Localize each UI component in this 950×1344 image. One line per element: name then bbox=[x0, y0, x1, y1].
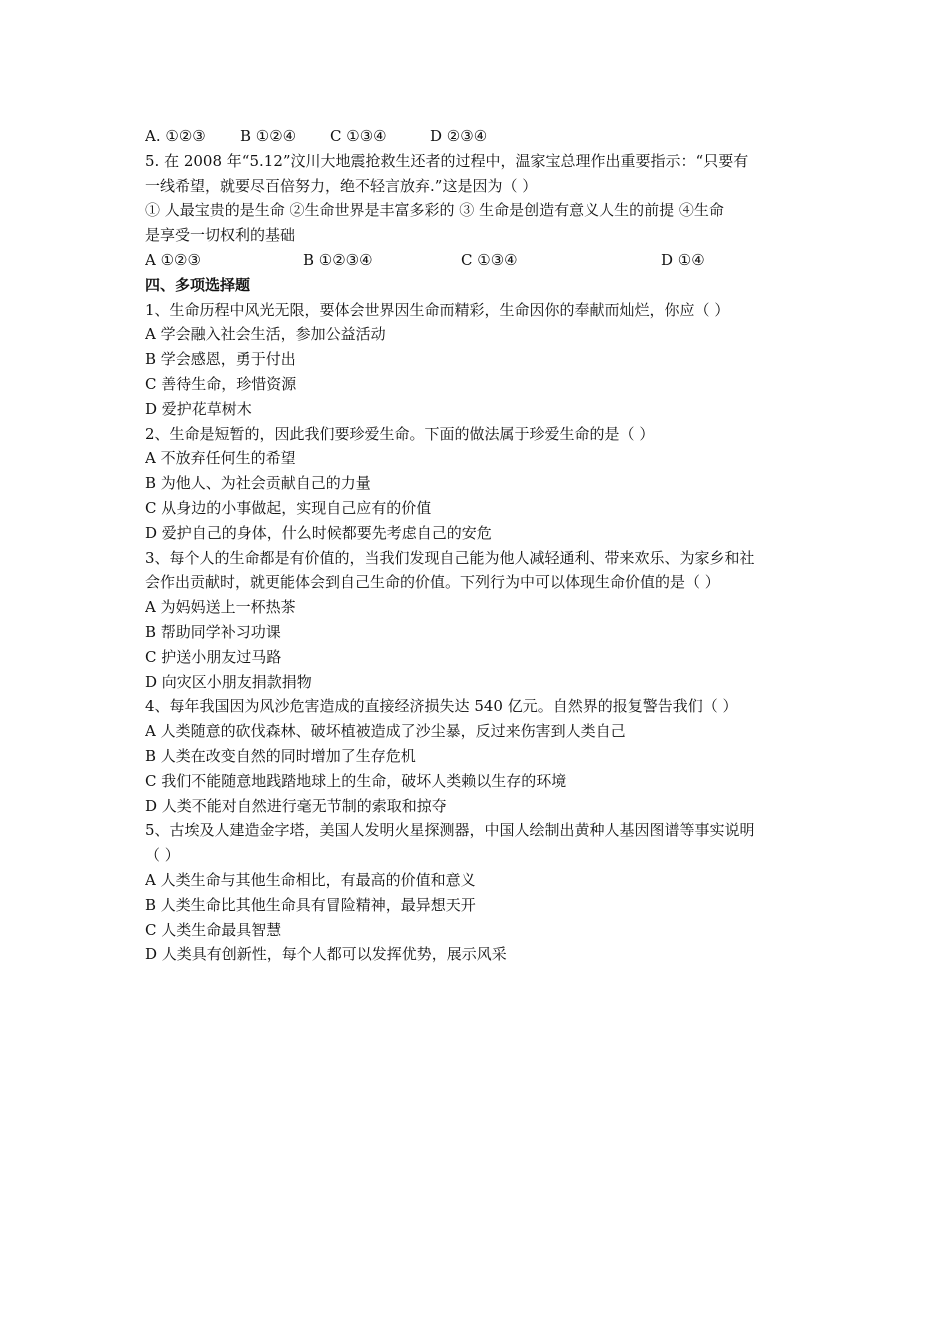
section-title: 四、多项选择题 bbox=[145, 275, 251, 294]
mq1-option-c: C 善待生命，珍惜资源 bbox=[145, 374, 297, 393]
mq4-option-a: A 人类随意的砍伐森林、破坏植被造成了沙尘暴，反过来伤害到人类自己 bbox=[145, 722, 626, 741]
mq2-option-d: D 爱护自己的身体，什么时候都要先考虑自己的安危 bbox=[145, 523, 492, 542]
q5-option-c: C ①③④ bbox=[461, 250, 518, 269]
mq3-option-d: D 向灾区小朋友捐款捐物 bbox=[145, 672, 312, 691]
mq3-stem-line-2: 会作出贡献时，就更能体会到自己生命的价值。下列行为中可以体现生命价值的是（ ） bbox=[145, 573, 720, 592]
q5-option-b: B ①②③④ bbox=[303, 250, 373, 269]
mq3-stem-line-1: 3、每个人的生命都是有价值的，当我们发现自己能为他人减轻通利、带来欢乐、为家乡和社 bbox=[145, 548, 755, 567]
mq3-option-b: B 帮助同学补习功课 bbox=[145, 622, 281, 641]
option-b: B ①②④ bbox=[240, 127, 297, 145]
mq3-option-a: A 为妈妈送上一杯热茶 bbox=[145, 598, 296, 617]
mq1-option-a: A 学会融入社会生活，参加公益活动 bbox=[145, 325, 386, 344]
q5-option-a: A ①②③ bbox=[145, 250, 201, 269]
option-c: C ①③④ bbox=[330, 127, 387, 145]
mq3-option-c: C 护送小朋友过马路 bbox=[145, 647, 282, 666]
mq2-option-b: B 为他人、为社会贡献自己的力量 bbox=[145, 474, 371, 493]
q5-option-d: D ①④ bbox=[661, 250, 705, 269]
q5-options bbox=[145, 248, 815, 273]
mq2-stem: 2、生命是短暂的，因此我们要珍爱生命。下面的做法属于珍爱生命的是（ ） bbox=[145, 424, 655, 443]
mq5-option-b: B 人类生命比其他生命具有冒险精神，最异想天开 bbox=[145, 895, 476, 914]
mq5-option-c: C 人类生命最具智慧 bbox=[145, 920, 282, 939]
document-page bbox=[145, 124, 815, 967]
q5-statements-line-1: ① 人最宝贵的是生命 ②生命世界是丰富多彩的 ③ 生命是创造有意义人生的前提 ④生命 bbox=[145, 201, 724, 220]
q5-stem-line-1: 5. 在 2008 年“5.12”汶川大地震抢救生还者的过程中，温家宝总理作出重要指示：“只要有 bbox=[145, 151, 749, 170]
mq4-option-b: B 人类在改变自然的同时增加了生存危机 bbox=[145, 746, 416, 765]
mq1-stem: 1、生命历程中风光无限，要体会世界因生命而精彩，生命因你的奉献而灿烂，你应（ ） bbox=[145, 300, 730, 319]
mq4-stem: 4、每年我国因为风沙危害造成的直接经济损失达 540 亿元。自然界的报复警告我们（ ） bbox=[145, 697, 738, 716]
q5-statements-line-2: 是享受一切权利的基础 bbox=[145, 226, 296, 245]
mq4-option-c: C 我们不能随意地践踏地球上的生命，破坏人类赖以生存的环境 bbox=[145, 771, 567, 790]
mq5-option-d: D 人类具有创新性，每个人都可以发挥优势，展示风采 bbox=[145, 945, 507, 964]
mq5-stem-line-1: 5、古埃及人建造金字塔，美国人发明火星探测器，中国人绘制出黄种人基因图谱等事实说明 bbox=[145, 821, 755, 840]
q5-stem-line-2: 一线希望，就要尽百倍努力，绝不轻言放弃.”这是因为（ ） bbox=[145, 176, 538, 195]
mq1-option-b: B 学会感恩，勇于付出 bbox=[145, 350, 296, 369]
option-d: D ②③④ bbox=[430, 127, 488, 145]
option-a: A. ①②③ bbox=[145, 127, 206, 145]
mq1-option-d: D 爱护花草树木 bbox=[145, 399, 252, 418]
mq5-option-a: A 人类生命与其他生命相比，有最高的价值和意义 bbox=[145, 870, 476, 889]
prev-question-options bbox=[145, 124, 815, 149]
mq2-option-a: A 不放弃任何生的希望 bbox=[145, 449, 296, 468]
mq5-stem-line-2: （ ） bbox=[145, 846, 180, 865]
mq4-option-d: D 人类不能对自然进行毫无节制的索取和掠夺 bbox=[145, 796, 447, 815]
mq2-option-c: C 从身边的小事做起，实现自己应有的价值 bbox=[145, 498, 432, 517]
